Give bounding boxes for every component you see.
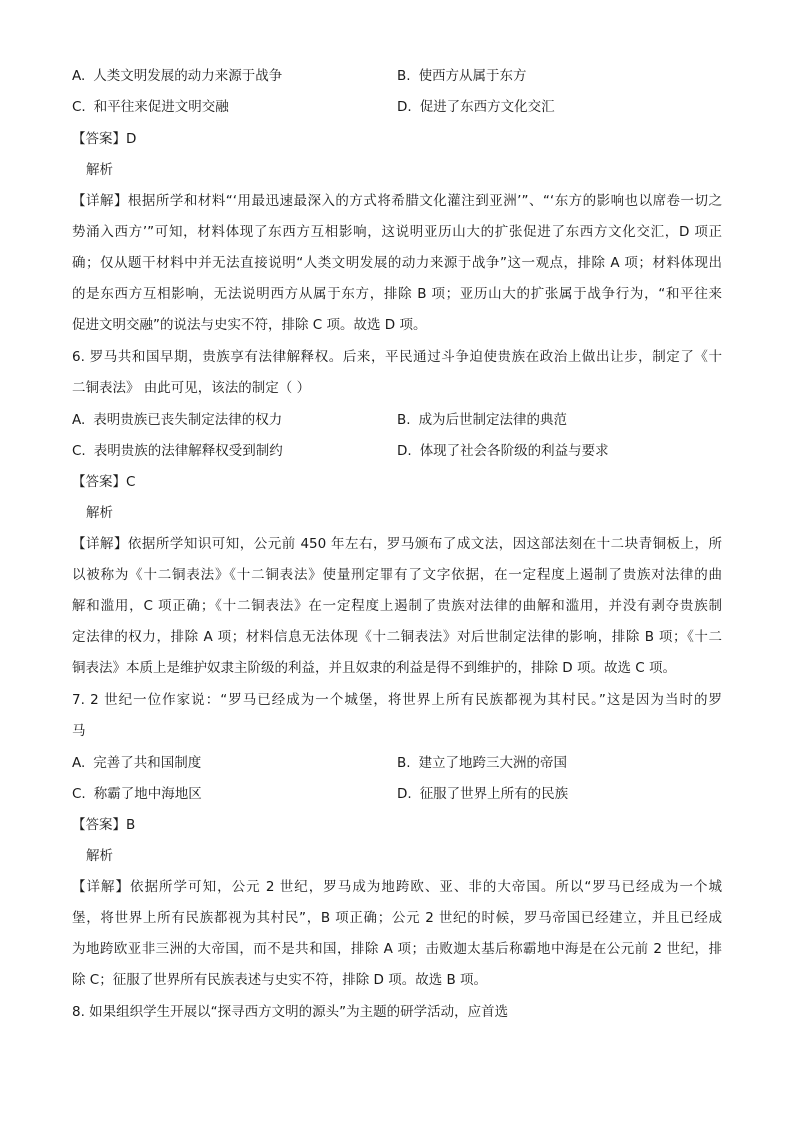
q7-option-d[interactable] (397, 784, 568, 804)
answer-label: 【答案】 (72, 474, 126, 490)
q5-option-d[interactable] (397, 97, 555, 117)
option-letter: B. (397, 68, 411, 84)
q6-option-b[interactable] (397, 410, 567, 430)
q7-option-a[interactable] (72, 753, 201, 773)
q7-answer (72, 815, 722, 835)
q7-detail-line: 堡，将世界上所有民族都视为其村民”，B 项正确；公元 2 世纪的时候，罗马帝国已经建立，并且已经成 (72, 910, 722, 926)
answer-value: B (126, 817, 136, 833)
q5-detail-line: 【详解】根据所学和材料“‘用最迅速最深入的方式将希腊文化灌注到亚洲’”、“‘东方的影响也以席卷一切之 (72, 193, 722, 209)
q6-option-d[interactable] (397, 441, 609, 461)
option-letter: C. (72, 99, 86, 115)
q6-analysis-label (72, 503, 722, 523)
q7-option-c[interactable] (72, 784, 202, 804)
q7-detail-line: 为地跨欧亚非三洲的大帝国，而不是共和国，排除 A 项；击败迦太基后称霸地中海是在公元前 2 世纪，排 (72, 941, 722, 957)
option-text: 使西方从属于东方 (418, 68, 527, 84)
option-text: 成为后世制定法律的典范 (418, 412, 568, 428)
q5-detail-line: 确；仅从题干材料中并无法直接说明“人类文明发展的动力来源于战争”这一观点，排除 A 项；材料体现出 (72, 255, 722, 271)
analysis-label: 解析 (86, 505, 113, 521)
q6-detail-line: 铜表法》本质上是维护奴隶主阶级的利益，并且奴隶的利益是得不到维护的，排除 D 项。故选 C 项。 (72, 660, 676, 676)
option-text: 和平往来促进文明交融 (93, 99, 229, 115)
q6-option-c[interactable] (72, 441, 283, 461)
q5-option-b[interactable] (397, 66, 527, 86)
option-letter: C. (72, 786, 86, 802)
option-letter: C. (72, 443, 86, 459)
option-letter: D. (397, 99, 412, 115)
q5-detail-line: 势涌入西方’”可知，材料体现了东西方互相影响，这说明亚历山大的扩张促进了东西方文化交汇，D 项正 (72, 224, 722, 240)
option-text: 称霸了地中海地区 (93, 786, 202, 802)
q5-detail-line: 促进文明交融”的说法与史实不符，排除 C 项。故选 D 项。 (72, 317, 427, 333)
option-letter: D. (397, 786, 412, 802)
q5-answer (72, 129, 722, 149)
q7-option-b[interactable] (397, 753, 567, 773)
answer-value: C (126, 474, 136, 490)
option-letter: B. (397, 412, 411, 428)
option-letter: A. (72, 755, 86, 771)
option-letter: A. (72, 68, 86, 84)
option-text: 表明贵族已丧失制定法律的权力 (93, 412, 283, 428)
answer-label: 【答案】 (72, 817, 126, 833)
q6-detail-line: 解和滥用，C 项正确；《十二铜表法》在一定程度上遏制了贵族对法律的曲解和滥用，并没有剥夺贵族制 (72, 598, 722, 614)
q6-option-a[interactable] (72, 410, 282, 430)
q5-detail-line: 的是东西方互相影响，无法说明西方从属于东方，排除 B 项；亚历山大的扩张属于战争行为，“和平往来 (72, 286, 722, 302)
answer-value: D (126, 131, 137, 147)
option-text: 征服了世界上所有的民族 (419, 786, 569, 802)
q8-stem-line: 8. 如果组织学生开展以“探寻西方文明的源头”为主题的研学活动，应首选 (72, 1004, 509, 1020)
option-letter: D. (397, 443, 412, 459)
analysis-label: 解析 (86, 848, 113, 864)
option-text: 人类文明发展的动力来源于战争 (93, 68, 283, 84)
q6-detail-line: 以被称为《十二铜表法》《十二铜表法》使量刑定罪有了文字依据，在一定程度上遏制了贵族对法律的曲 (72, 567, 722, 583)
option-text: 建立了地跨三大洲的帝国 (418, 755, 568, 771)
answer-label: 【答案】 (72, 131, 126, 147)
option-text: 表明贵族的法律解释权受到制约 (93, 443, 283, 459)
option-letter: B. (397, 755, 411, 771)
q6-answer (72, 472, 722, 492)
option-text: 体现了社会各阶级的利益与要求 (419, 443, 609, 459)
q7-stem-line: 马 (72, 723, 86, 739)
option-text: 促进了东西方文化交汇 (419, 99, 555, 115)
option-text: 完善了共和国制度 (93, 755, 202, 771)
q7-stem-line: 7. 2 世纪一位作家说：“罗马已经成为一个城堡，将世界上所有民族都视为其村民。”这是因为当时的罗 (72, 692, 722, 708)
q5-option-a[interactable] (72, 66, 282, 86)
q6-detail-line: 定法律的权力，排除 A 项；材料信息无法体现《十二铜表法》对后世制定法律的影响，排除 B 项；《十二 (72, 629, 722, 645)
q6-stem-line: 6. 罗马共和国早期，贵族享有法律解释权。后来，平民通过斗争迫使贵族在政治上做出让步，制定了《十 (72, 349, 722, 365)
q7-analysis-label (72, 846, 722, 866)
q5-option-c[interactable] (72, 97, 229, 117)
analysis-label: 解析 (86, 162, 113, 178)
q7-detail-line: 【详解】依据所学可知，公元 2 世纪，罗马成为地跨欧、亚、非的大帝国。所以“罗马已经成为一个城 (72, 879, 722, 895)
q6-stem-line: 二铜表法》 由此可见，该法的制定（ ） (72, 380, 311, 396)
q7-detail-line: 除 C；征服了世界所有民族表述与史实不符，排除 D 项。故选 B 项。 (72, 972, 488, 988)
q6-detail-line: 【详解】依据所学知识可知，公元前 450 年左右，罗马颁布了成文法，因这部法刻在十二块青铜板上，所 (72, 536, 722, 552)
option-letter: A. (72, 412, 86, 428)
q5-analysis-label (72, 160, 722, 180)
